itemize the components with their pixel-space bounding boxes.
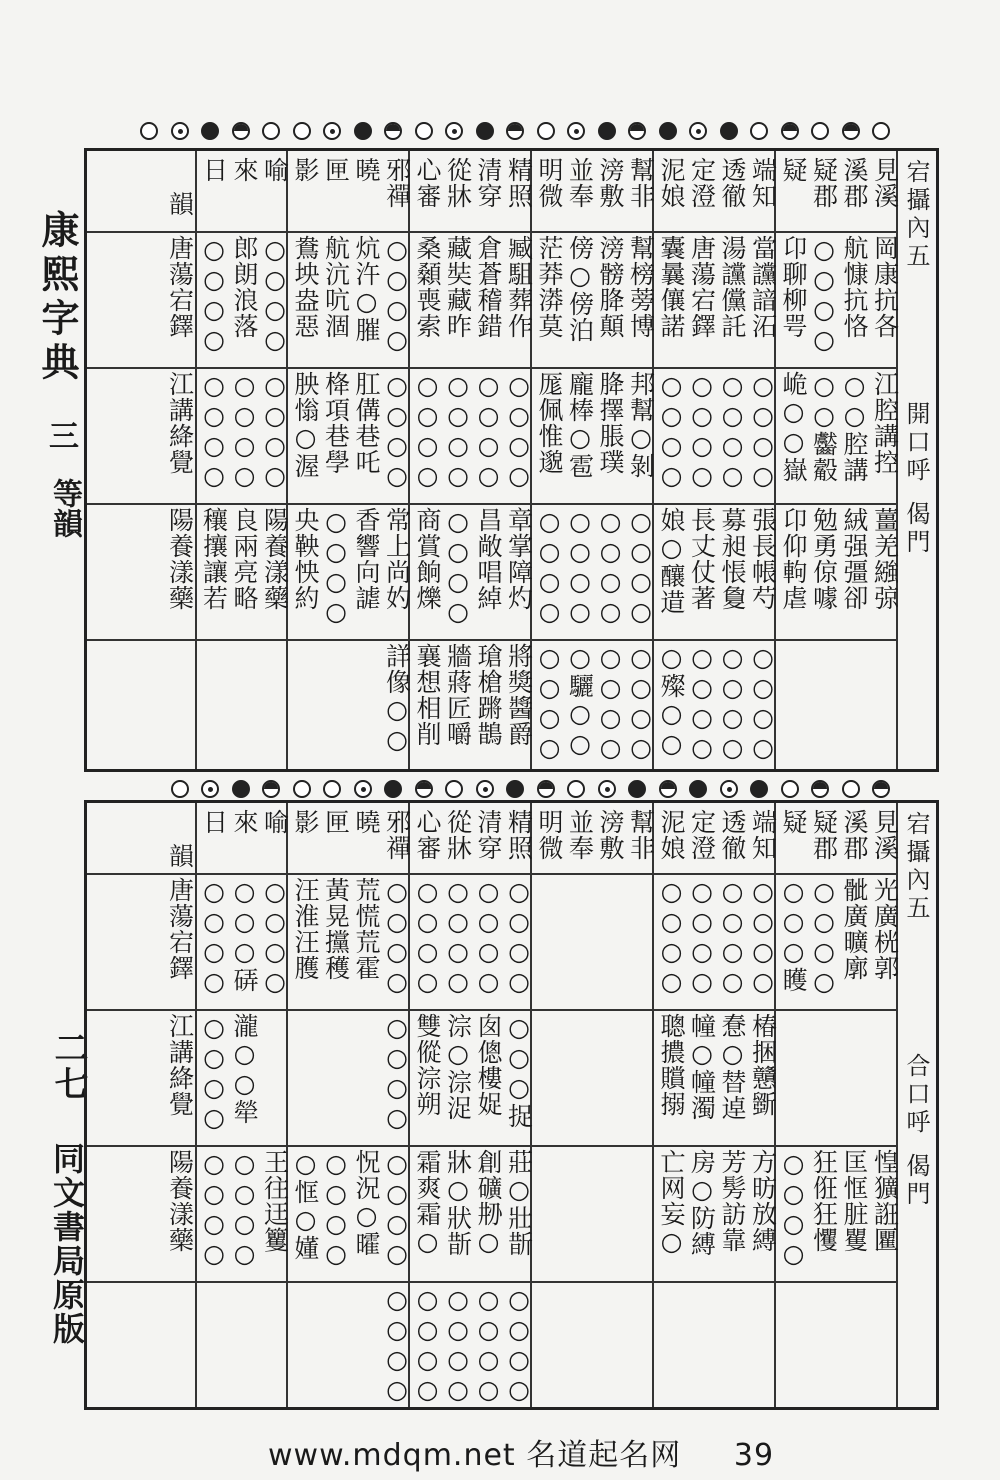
initial-header: 匣 xyxy=(321,157,351,183)
initial-header: 喻 xyxy=(260,809,290,835)
char-cell: ○○○○ xyxy=(779,1149,808,1269)
char-cell: 航沆吭涸 xyxy=(321,235,351,339)
initial-header: 影 xyxy=(291,809,320,835)
char-cell: ○○○○ xyxy=(748,877,778,997)
char-cell: 牀○狀斮 xyxy=(443,1149,473,1257)
tone-circle-full xyxy=(232,780,250,798)
char-cell: 岡康抗各 xyxy=(870,235,900,339)
initial-header: 並奉 xyxy=(565,157,595,209)
char-cell: ○○○○ xyxy=(809,877,839,997)
char-cell: 肛傋巷吒 xyxy=(352,371,381,475)
volume-number: 三 xyxy=(43,420,78,450)
char-cell: ○○○○ xyxy=(535,643,564,763)
tone-circle-half xyxy=(232,122,250,140)
char-cell: ○○○○ xyxy=(748,643,778,763)
tone-circle-full xyxy=(384,780,402,798)
char-cell: ○○○捉 xyxy=(504,1013,534,1129)
tone-circles-top xyxy=(132,116,892,148)
tone-circle-dot xyxy=(445,122,463,140)
char-cell: 將獎醬爵 xyxy=(504,643,534,747)
rhyme-cell: 陽養漾藥 xyxy=(165,1149,195,1253)
initial-header: 精照 xyxy=(504,157,534,209)
tone-circle-empty xyxy=(567,780,585,798)
char-cell: 雙傱淙朔 xyxy=(413,1013,442,1117)
initial-header: 透徹 xyxy=(718,157,747,209)
char-cell: 央鞅怏約 xyxy=(291,507,320,611)
char-cell: 汪淮汪臒 xyxy=(291,877,320,981)
char-cell: 桑顙喪索 xyxy=(413,235,442,339)
initial-header: 心審 xyxy=(413,157,442,209)
tone-circle-full xyxy=(689,780,707,798)
char-cell: ○○○○ xyxy=(443,1285,473,1405)
char-cell: ○○○○ xyxy=(504,1285,534,1405)
tone-circle-empty xyxy=(445,780,463,798)
char-cell: 瀧○○犖 xyxy=(230,1013,259,1125)
char-cell: ○○○○ xyxy=(382,1013,412,1133)
tone-circle-empty xyxy=(842,780,860,798)
book-title: 康熙字典 xyxy=(35,210,80,386)
char-cell: 卬聊柳咢 xyxy=(779,235,808,339)
page-number-cn: 二七 xyxy=(48,1030,88,1102)
initial-header: 定澄 xyxy=(687,157,717,209)
char-cell: ○○○○ xyxy=(413,1285,442,1405)
section-label: 開口呼 xyxy=(902,401,930,485)
char-cell: ○○○○ xyxy=(321,1149,351,1269)
char-cell: 囱傯樓娖 xyxy=(474,1013,503,1117)
char-cell: ○○○○ xyxy=(657,371,686,491)
char-cell: ○○○○ xyxy=(413,371,442,491)
site-footer: www.mdqm.net 名道起名网 39 xyxy=(268,1438,775,1473)
tone-circle-half xyxy=(506,122,524,140)
char-cell: ○○○○ xyxy=(565,507,595,627)
section-label: 偈門 xyxy=(902,1153,930,1209)
char-cell: 滂髈胮顛 xyxy=(596,235,625,339)
initial-header: 幫非 xyxy=(626,157,656,209)
tone-circle-half xyxy=(811,780,829,798)
char-cell: ○○○○ xyxy=(382,877,412,997)
char-cell: 椿捆戇斵 xyxy=(748,1013,778,1117)
initial-header: 心審 xyxy=(413,809,442,861)
initial-header: 滂敷 xyxy=(596,809,625,861)
initial-header: 溪郡 xyxy=(840,157,869,209)
tone-circle-half xyxy=(842,122,860,140)
char-cell: 匡恇脏矍 xyxy=(840,1149,869,1253)
char-cell: ○○○○ xyxy=(504,877,534,997)
tone-circle-dot xyxy=(323,122,341,140)
tone-circle-dot xyxy=(201,780,219,798)
char-cell: ○○○○ xyxy=(382,235,412,355)
initial-header: 來 xyxy=(230,157,259,183)
char-cell: 長丈仗著 xyxy=(687,507,717,611)
initial-header: 來 xyxy=(230,809,259,835)
initial-header: 日 xyxy=(199,157,229,183)
initial-header: 見溪 xyxy=(870,809,900,861)
char-cell: ○驪○○ xyxy=(565,643,595,759)
char-cell: 狂俇狂戄 xyxy=(809,1149,839,1253)
tone-circle-dot xyxy=(720,780,738,798)
initial-header: 影 xyxy=(291,157,320,183)
char-cell: ○○○○ xyxy=(443,507,473,627)
initial-header: 曉 xyxy=(352,809,381,835)
section-label: 合口呼 xyxy=(902,1053,930,1137)
char-cell: 湯讜儻託 xyxy=(718,235,747,339)
char-cell: 王往迋籰 xyxy=(260,1149,290,1253)
char-cell: 鴦坱盎惡 xyxy=(291,235,320,339)
char-cell: ○○○○ xyxy=(260,235,290,355)
char-cell: 胦慃○渥 xyxy=(291,371,320,479)
initial-header: 疑 xyxy=(779,809,808,835)
char-cell: 良兩亮略 xyxy=(230,507,259,611)
char-cell: ○○○○ xyxy=(474,877,503,997)
char-cell: 娘○釀逪 xyxy=(657,507,686,615)
char-cell: 航慷抗恪 xyxy=(840,235,869,339)
char-cell: ○○○○ xyxy=(596,507,625,627)
char-cell: 惶獷誑匷 xyxy=(870,1149,900,1253)
char-cell: 郎朗浪落 xyxy=(230,235,259,339)
char-cell: ○○齾觳 xyxy=(809,371,839,483)
char-cell: ○恇○嬞 xyxy=(291,1149,320,1261)
char-cell: 穰攘讓若 xyxy=(199,507,229,611)
char-cell: 昌敞唱綽 xyxy=(474,507,503,611)
tone-circle-empty xyxy=(323,780,341,798)
char-cell: ○○○○ xyxy=(718,371,747,491)
char-cell: 胮擇脹璞 xyxy=(596,371,625,475)
char-cell: 房○防縛 xyxy=(687,1149,717,1257)
char-cell: ○○○○ xyxy=(626,643,656,763)
char-cell: 霜爽霜○ xyxy=(413,1149,442,1257)
initial-header: 從牀 xyxy=(443,157,473,209)
initial-header: 端知 xyxy=(748,157,778,209)
char-cell: 襄想相削 xyxy=(413,643,442,747)
char-cell: ○○○○ xyxy=(535,507,564,627)
initial-header: 明微 xyxy=(535,157,564,209)
char-cell: 張長帳芍 xyxy=(748,507,778,611)
char-cell: 荒慌荒霍 xyxy=(352,877,381,981)
tone-circle-dot xyxy=(171,122,189,140)
initial-header: 見溪 xyxy=(870,157,900,209)
char-cell: 芳髣訪靠 xyxy=(718,1149,747,1253)
tone-circle-half xyxy=(262,780,280,798)
char-cell: ○○○○ xyxy=(230,371,259,491)
char-cell: 茫莽漭莫 xyxy=(535,235,564,339)
initial-header: 邪禪 xyxy=(382,157,412,209)
tone-circle-full xyxy=(201,122,219,140)
char-cell: 龐棒○雹 xyxy=(565,371,595,479)
initial-header: 匣 xyxy=(321,809,351,835)
char-cell: 骴廣曠廓 xyxy=(840,877,869,981)
initial-header: 邪禪 xyxy=(382,809,412,861)
initial-header: 喻 xyxy=(260,157,290,183)
tone-circle-dot xyxy=(354,780,372,798)
char-cell: 當讜諳沰 xyxy=(748,235,778,339)
char-cell: ○○○○ xyxy=(260,877,290,997)
tone-circle-empty xyxy=(293,122,311,140)
tone-circle-half xyxy=(415,780,433,798)
char-cell: 幫榜蒡博 xyxy=(626,235,656,339)
publisher-note: 同文書局原版 xyxy=(48,1142,86,1346)
initial-header: 定澄 xyxy=(687,809,717,861)
char-cell: ○○○○ xyxy=(626,507,656,627)
tone-circle-empty xyxy=(171,780,189,798)
char-cell: ○殩○○ xyxy=(657,643,686,759)
initial-header: 疑郡 xyxy=(809,157,839,209)
char-cell: ○○○○ xyxy=(199,1149,229,1269)
char-cell: ○○○○ xyxy=(199,371,229,491)
initial-header: 明微 xyxy=(535,809,564,861)
tone-circle-empty xyxy=(293,780,311,798)
initial-header: 泥娘 xyxy=(657,809,686,861)
char-cell: ○○○○ xyxy=(474,1285,503,1405)
tone-circle-half xyxy=(537,780,555,798)
tone-circle-full xyxy=(354,122,372,140)
char-cell: 厖佩惟邈 xyxy=(535,371,564,475)
char-cell: 商賞餉爍 xyxy=(413,507,442,611)
char-cell: 勉勇倞噱 xyxy=(809,507,839,611)
rhyme-table-bottom xyxy=(84,800,939,1410)
char-cell: 瑲槍蹡鵲 xyxy=(474,643,503,747)
char-cell: ○○○○ xyxy=(657,877,686,997)
char-cell: ○○○○ xyxy=(199,877,229,997)
rhyme-cell: 陽養漾藥 xyxy=(165,507,195,611)
char-cell: 方昉放縛 xyxy=(748,1149,778,1253)
char-cell: ○○○○ xyxy=(382,1149,412,1269)
char-cell: 江腔講控 xyxy=(870,371,900,475)
tone-circle-empty xyxy=(415,122,433,140)
char-cell: ○○○○ xyxy=(687,371,717,491)
char-cell: 唐蕩宕鐸 xyxy=(687,235,717,339)
initial-header: 疑 xyxy=(779,157,808,183)
char-cell: ○○○硦 xyxy=(230,877,259,993)
char-cell: 囊曩儴諾 xyxy=(657,235,686,339)
initial-header: 從牀 xyxy=(443,809,473,861)
tone-circle-half xyxy=(659,780,677,798)
tone-circle-dot xyxy=(598,780,616,798)
char-cell: 章掌障灼 xyxy=(504,507,534,611)
char-cell: 幢○幢濁 xyxy=(687,1013,717,1121)
char-cell: ○○○○ xyxy=(199,235,229,355)
char-cell: 惷○替逴 xyxy=(718,1013,747,1121)
tone-circle-empty xyxy=(140,122,158,140)
char-cell: ○○○○ xyxy=(382,371,412,491)
initial-header: 清穿 xyxy=(474,157,503,209)
initial-header: 曉 xyxy=(352,157,381,183)
char-cell: ○○○○ xyxy=(748,371,778,491)
char-cell: 薑羌繈弶 xyxy=(870,507,900,611)
char-cell: ○○○○ xyxy=(413,877,442,997)
tone-circle-empty xyxy=(811,122,829,140)
char-cell: 黃晃攩穫 xyxy=(321,877,351,981)
char-cell: ○○○○ xyxy=(321,507,351,627)
char-cell: 亡网妄○ xyxy=(657,1149,686,1257)
rhyme-table-top xyxy=(84,148,939,772)
tone-circle-half xyxy=(384,122,402,140)
initial-header: 端知 xyxy=(748,809,778,861)
rhyme-cell: 唐蕩宕鐸 xyxy=(165,235,195,339)
char-cell: ○○○○ xyxy=(260,371,290,491)
char-cell: 峗○○嶽 xyxy=(779,371,808,483)
tone-circle-full xyxy=(659,122,677,140)
section-label: 偈門 xyxy=(902,501,930,557)
initial-header: 透徹 xyxy=(718,809,747,861)
tone-circle-half xyxy=(628,122,646,140)
char-cell: 詳像○○ xyxy=(382,643,412,755)
initial-header: 泥娘 xyxy=(657,157,686,209)
tone-circle-full xyxy=(506,780,524,798)
char-cell: 淙○淙浞 xyxy=(443,1013,473,1121)
char-cell: 牆蔣匠嚼 xyxy=(443,643,473,747)
char-cell: 聰擃贘搦 xyxy=(657,1013,686,1117)
char-cell: 傍○傍泊 xyxy=(565,235,595,343)
initial-header: 幫非 xyxy=(626,809,656,861)
char-cell: ○○○○ xyxy=(687,643,717,763)
tone-circle-half xyxy=(872,780,890,798)
char-cell: 絨强彊卻 xyxy=(840,507,869,611)
rhyme-cell: 唐蕩宕鐸 xyxy=(165,877,195,981)
char-cell: ○○○○ xyxy=(443,371,473,491)
char-cell: 藏奘藏昨 xyxy=(443,235,473,339)
char-cell: 陽養漾藥 xyxy=(260,507,290,611)
section-label: 宕攝內五 xyxy=(902,811,930,923)
tone-circle-empty xyxy=(262,122,280,140)
char-cell: ○○○○ xyxy=(596,643,625,763)
char-cell: 臧駔葬作 xyxy=(504,235,534,339)
char-cell: ○○腔講 xyxy=(840,371,869,483)
initial-header: 精照 xyxy=(504,809,534,861)
char-cell: 倉蒼稽錯 xyxy=(474,235,503,339)
char-cell: ○○○○ xyxy=(809,235,839,355)
char-cell: 栙項巷學 xyxy=(321,371,351,475)
char-cell: 莊○壯斮 xyxy=(504,1149,534,1257)
char-cell: 卬仰軥虐 xyxy=(779,507,808,611)
char-cell: ○○○○ xyxy=(718,877,747,997)
tone-circle-full xyxy=(598,122,616,140)
char-cell: ○○○○ xyxy=(443,877,473,997)
initial-header: 滂敷 xyxy=(596,157,625,209)
tone-circle-dot xyxy=(476,780,494,798)
char-cell: 募昶悵敻 xyxy=(718,507,747,611)
char-cell: 常上尚妁 xyxy=(382,507,412,611)
char-cell: 光廣桄郭 xyxy=(870,877,900,981)
section-title: 等韻 xyxy=(47,478,82,538)
tone-circle-empty xyxy=(872,122,890,140)
char-cell: ○○○○ xyxy=(230,1149,259,1269)
char-cell: 炕汻○膗 xyxy=(352,235,381,343)
char-cell: 邦幫○剝 xyxy=(626,371,656,479)
rhyme-cell: 韻 xyxy=(165,191,195,217)
tone-circle-dot xyxy=(689,122,707,140)
tone-circle-full xyxy=(628,780,646,798)
char-cell: ○○○○ xyxy=(687,877,717,997)
char-cell: 香響向謔 xyxy=(352,507,381,611)
rhyme-cell: 江講絳覺 xyxy=(165,1013,195,1117)
char-cell: ○○○○ xyxy=(382,1285,412,1405)
char-cell: 怳況○曤 xyxy=(352,1149,381,1257)
initial-header: 清穿 xyxy=(474,809,503,861)
tone-circle-empty xyxy=(537,122,555,140)
initial-header: 日 xyxy=(199,809,229,835)
char-cell: ○○○矆 xyxy=(779,877,808,993)
tone-circle-dot xyxy=(567,122,585,140)
char-cell: 創礦刱○ xyxy=(474,1149,503,1257)
initial-header: 溪郡 xyxy=(840,809,869,861)
char-cell: ○○○○ xyxy=(718,643,747,763)
tone-circle-empty xyxy=(750,122,768,140)
tone-circle-full xyxy=(476,122,494,140)
tone-circle-full xyxy=(720,122,738,140)
tone-circle-empty xyxy=(781,780,799,798)
char-cell: ○○○○ xyxy=(504,371,534,491)
char-cell: ○○○○ xyxy=(474,371,503,491)
initial-header: 並奉 xyxy=(565,809,595,861)
section-label: 宕攝內五 xyxy=(902,159,930,271)
tone-circle-full xyxy=(750,780,768,798)
initial-header: 疑郡 xyxy=(809,809,839,861)
rhyme-cell: 江講絳覺 xyxy=(165,371,195,475)
tone-circle-half xyxy=(781,122,799,140)
char-cell: ○○○○ xyxy=(199,1013,229,1133)
rhyme-cell: 韻 xyxy=(165,843,195,869)
